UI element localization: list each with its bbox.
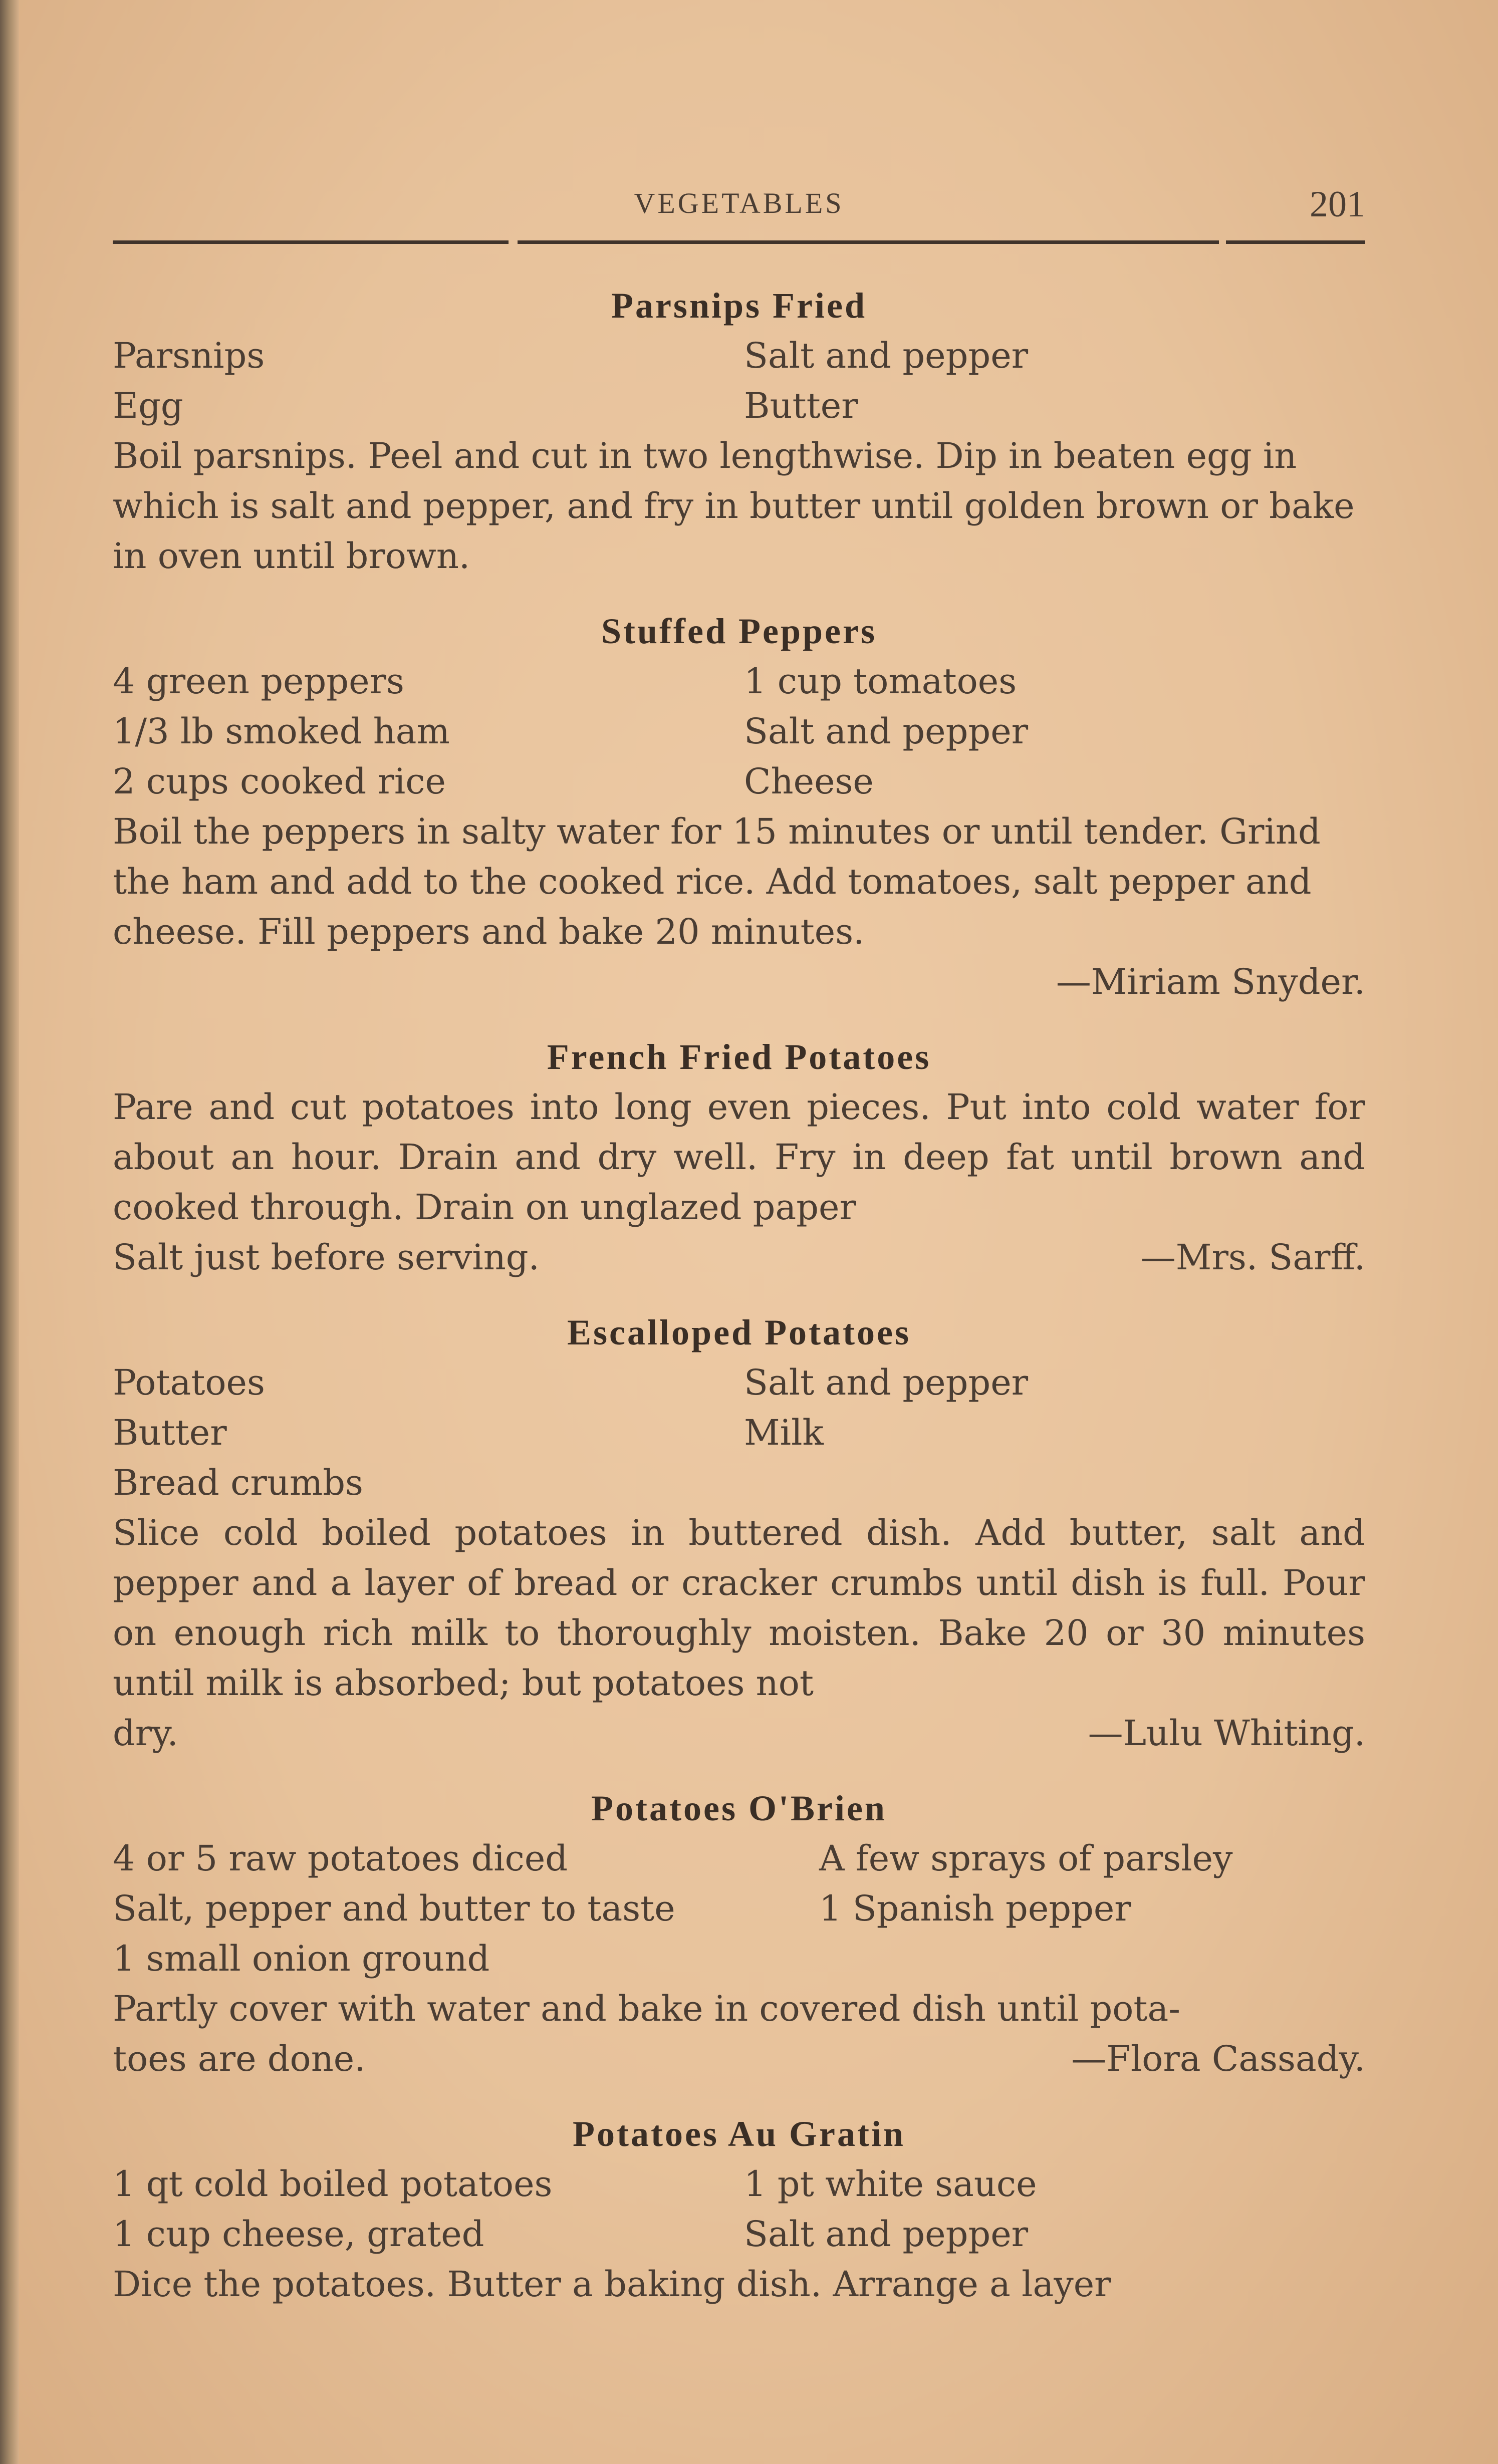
header-rule: [518, 240, 1219, 244]
page-header: [113, 186, 1365, 251]
recipe-directions-tail: toes are done.: [113, 2038, 366, 2079]
recipe-title: Potatoes Au Gratin: [573, 2114, 905, 2154]
recipe-last-line: [113, 2034, 1365, 2084]
recipe-title: Escalloped Potatoes: [567, 1312, 911, 1352]
ingredient-row: [113, 1833, 1365, 1883]
recipe-escalloped-potatoes: [113, 1307, 1365, 1758]
ingredient: A few sprays of parsley: [819, 1838, 1233, 1879]
ingredient-row: [113, 381, 1365, 431]
ingredient: 1/3 lb smoked ham: [113, 711, 450, 752]
ingredient: Bread crumbs: [113, 1462, 363, 1503]
ingredient-row: [113, 2209, 1365, 2259]
recipe-stuffed-peppers: [113, 606, 1365, 1007]
recipe-parsnips-fried: [113, 281, 1365, 581]
ingredient-row: [113, 1934, 1365, 1984]
ingredient-row: [113, 756, 1365, 806]
recipe-title: Stuffed Peppers: [601, 611, 877, 651]
ingredient: Salt and pepper: [744, 335, 1029, 376]
ingredient: 4 green peppers: [113, 661, 404, 702]
recipe-last-line: [113, 1708, 1365, 1758]
ingredient: Salt and pepper: [744, 711, 1029, 752]
ingredient-row: [113, 1883, 1365, 1934]
ingredient-row: [113, 331, 1365, 381]
ingredient: 1 pt white sauce: [744, 2163, 1037, 2205]
ingredient-row: [113, 1458, 1365, 1508]
header-rule: [113, 240, 509, 244]
ingredient-row: [113, 656, 1365, 706]
page-number: 201: [1310, 184, 1365, 225]
ingredient: Salt and pepper: [744, 1362, 1029, 1403]
recipe-title: Parsnips Fried: [611, 286, 867, 326]
ingredient: Salt, pepper and butter to taste: [113, 1888, 675, 1929]
book-binding-edge: [0, 0, 19, 2464]
recipe-directions-tail: dry.: [113, 1713, 178, 1754]
running-head: VEGETABLES: [634, 187, 844, 219]
recipe-directions: Partly cover with water and bake in covered dish until pota-: [113, 1988, 1180, 2029]
recipe-french-fried-potatoes: [113, 1032, 1365, 1282]
ingredient: Potatoes: [113, 1362, 265, 1403]
recipe-directions: Boil the peppers in salty water for 15 minutes or until tender. Grind the ham and add to the cooked rice. Add tomatoes, salt pepper and cheese. Fill peppers and bake 20 minutes.: [113, 811, 1321, 952]
recipe-directions: Slice cold boiled potatoes in buttered dish. Add butter, salt and pepper and a layer of bread or cracker crumbs until dish is full. Pour on enough rich milk to thoroughly moisten. Bake 20 or 30 minutes until milk is absorbed; but potatoes not: [113, 1512, 1365, 1704]
header-rule: [1226, 240, 1365, 244]
ingredient-row: [113, 706, 1365, 756]
recipe-last-line: [113, 1232, 1365, 1282]
recipe-signature: —Miriam Snyder.: [1056, 961, 1365, 1002]
ingredient: 1 small onion ground: [113, 1938, 490, 1979]
ingredient: 1 Spanish pepper: [819, 1888, 1131, 1929]
recipe-directions-tail: Salt just before serving.: [113, 1237, 540, 1278]
recipe-title: Potatoes O'Brien: [591, 1788, 887, 1828]
ingredient: 1 cup tomatoes: [744, 661, 1017, 702]
ingredient: 1 qt cold boiled potatoes: [113, 2163, 553, 2205]
recipe-potatoes-au-gratin: [113, 2109, 1365, 2309]
recipe-potatoes-obrien: [113, 1783, 1365, 2084]
ingredient: Parsnips: [113, 335, 265, 376]
recipe-signature: —Mrs. Sarff.: [1140, 1237, 1365, 1278]
ingredient: 2 cups cooked rice: [113, 761, 446, 802]
ingredient: 4 or 5 raw potatoes diced: [113, 1838, 568, 1879]
ingredient: Milk: [744, 1412, 824, 1453]
ingredient: 1 cup cheese, grated: [113, 2214, 484, 2255]
ingredient-row: [113, 1357, 1365, 1408]
recipe-directions: Dice the potatoes. Butter a baking dish. Arrange a layer: [113, 2264, 1111, 2305]
recipe-directions: Pare and cut potatoes into long even pieces. Put into cold water for about an hour. Drain and dry well. Fry in deep fat until brown and cooked through. Drain on unglazed paper: [113, 1086, 1365, 1228]
ingredient: Salt and pepper: [744, 2214, 1029, 2255]
recipe-directions: Boil parsnips. Peel and cut in two lengthwise. Dip in beaten egg in which is salt and pepper, and fry in butter until golden brown or bake in oven until brown.: [113, 435, 1355, 577]
ingredient: Butter: [744, 385, 858, 426]
ingredient-row: [113, 2159, 1365, 2209]
page-content: [113, 281, 1365, 2334]
ingredient: Cheese: [744, 761, 874, 802]
recipe-title: French Fried Potatoes: [547, 1037, 931, 1077]
ingredient: Butter: [113, 1412, 227, 1453]
ingredient: Egg: [113, 385, 183, 426]
recipe-signature: —Lulu Whiting.: [1088, 1713, 1365, 1754]
recipe-signature: —Flora Cassady.: [1071, 2038, 1365, 2079]
ingredient-row: [113, 1408, 1365, 1458]
